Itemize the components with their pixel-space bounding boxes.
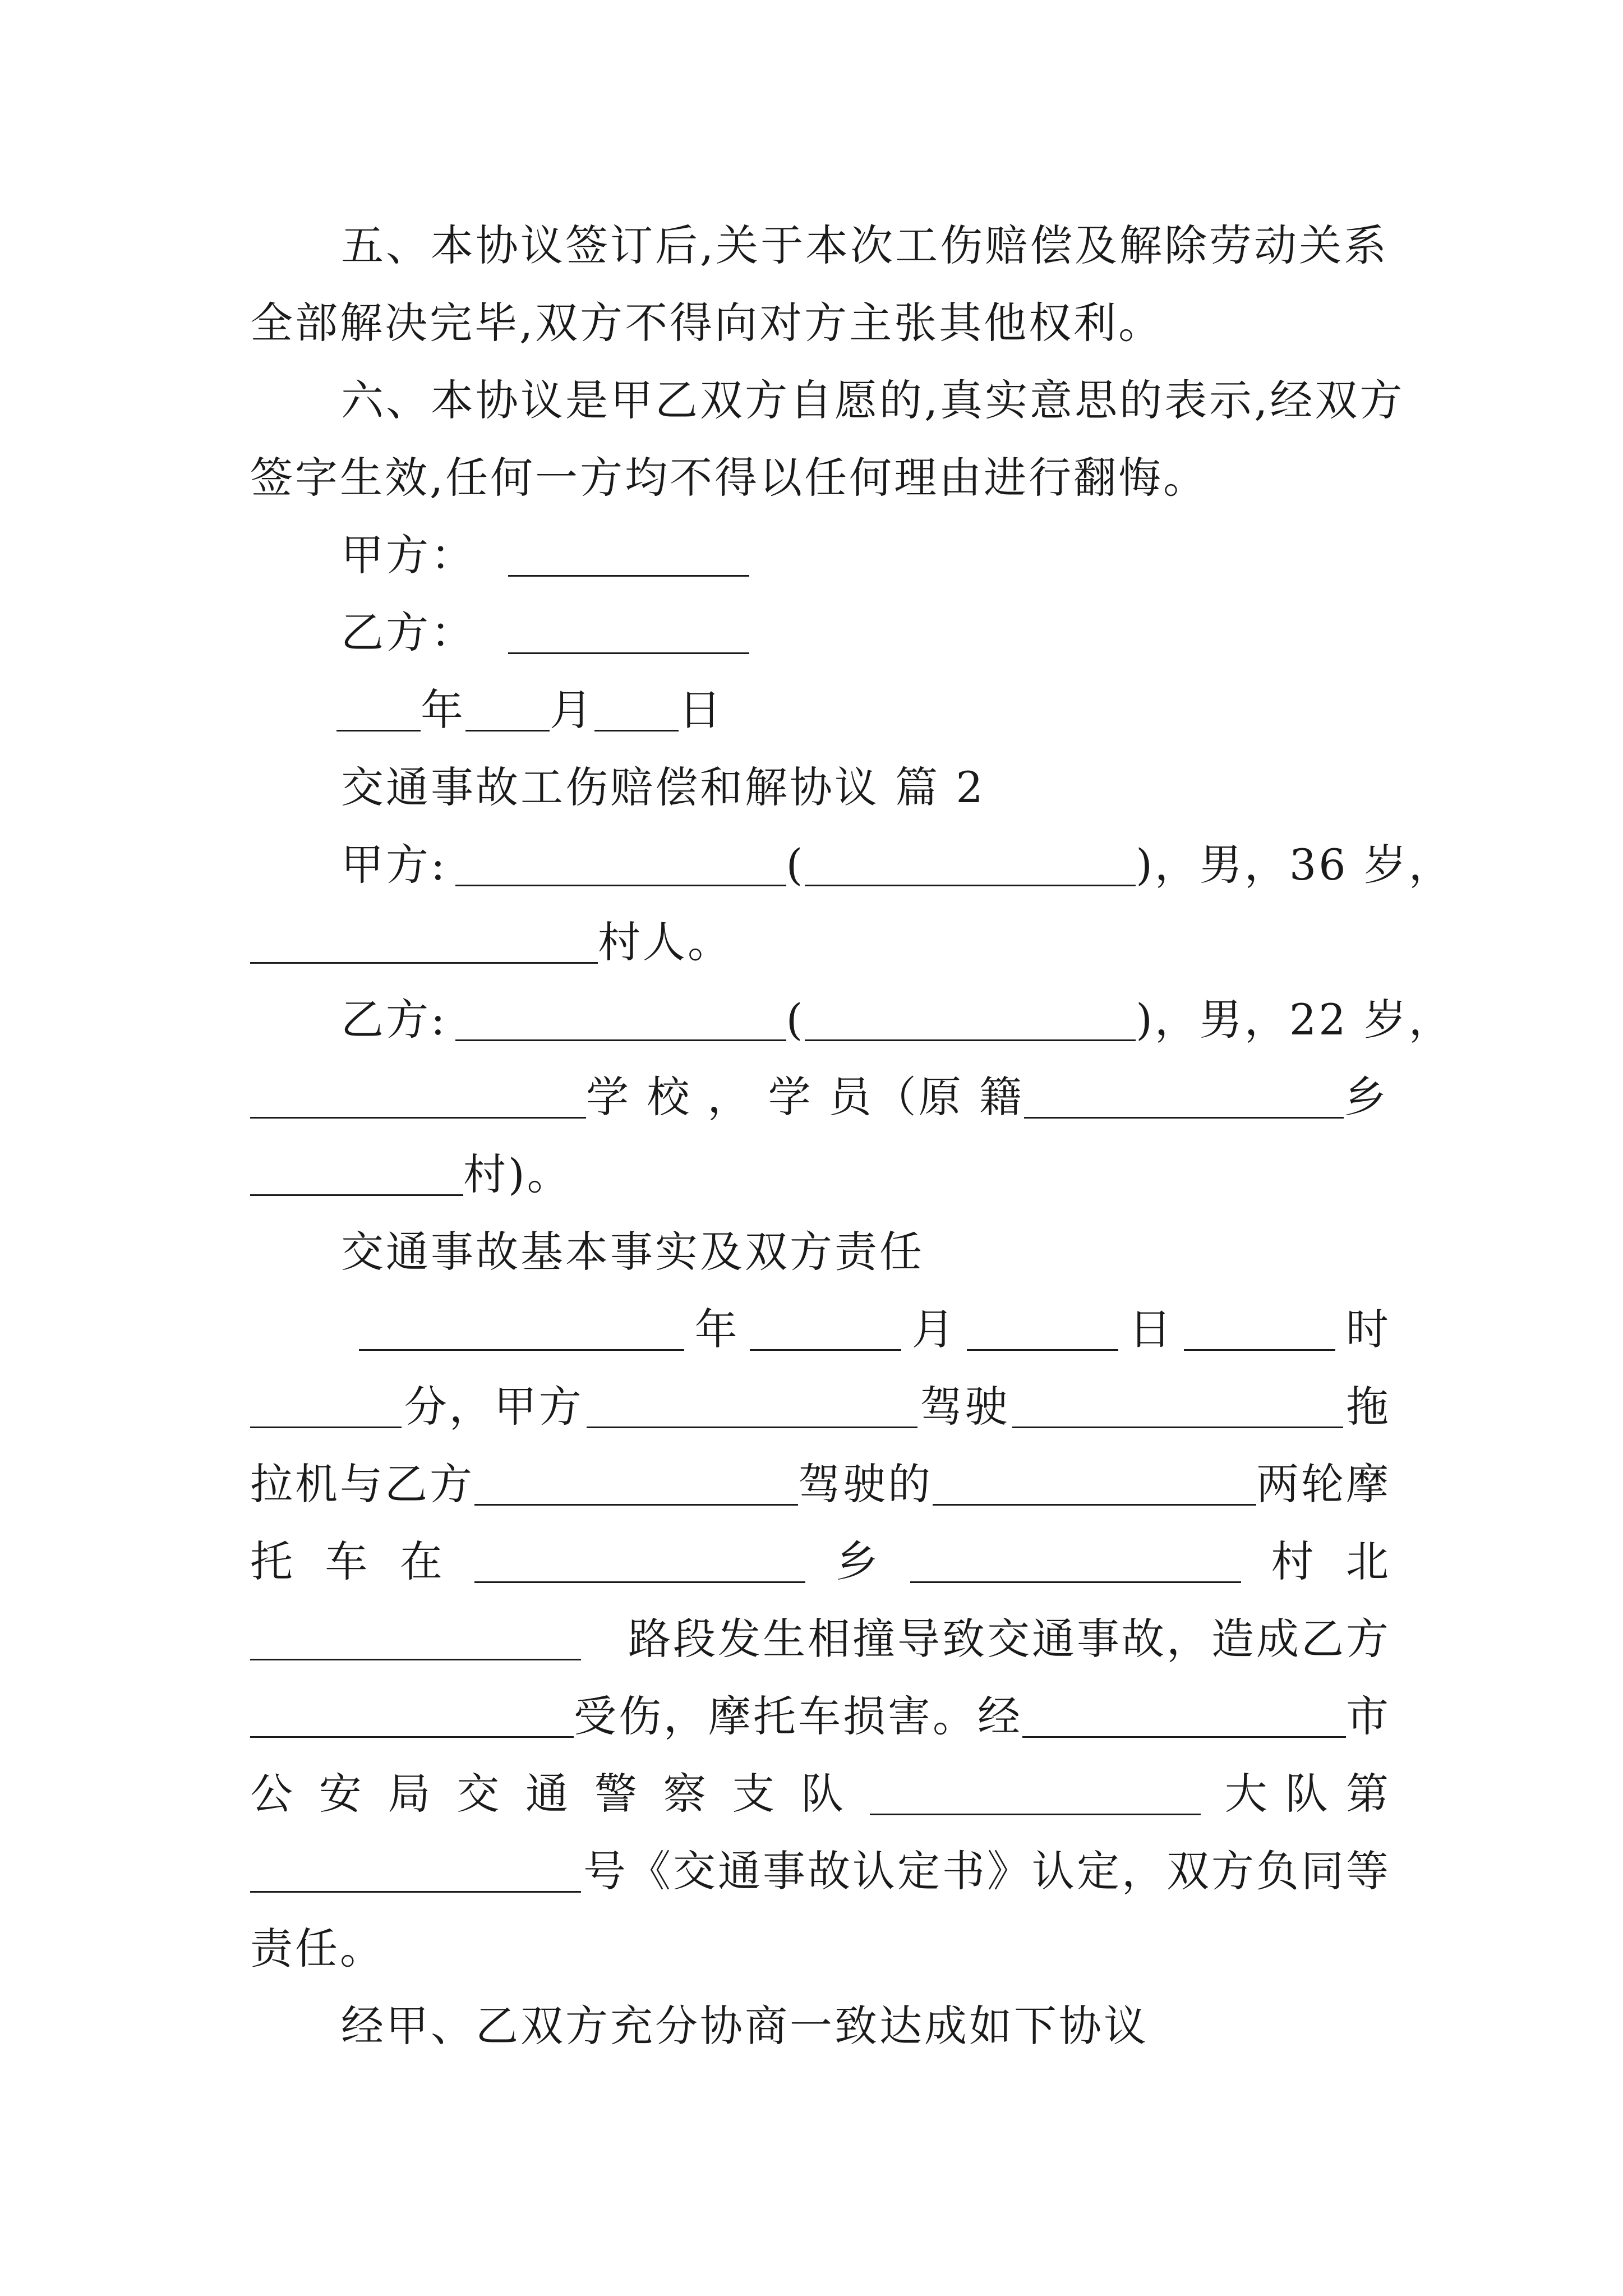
accident-year-label: 年 [694,1304,740,1354]
tractor-and-b: 拉机与乙方 [250,1459,474,1509]
signature-party-b [341,608,749,657]
police-char-2: 安 [319,1769,364,1819]
party-b-name-blank [455,1002,786,1041]
zai-char: 在 [399,1536,445,1586]
injury-blank [250,1699,574,1738]
party-a-driver-blank [587,1389,917,1428]
month-label: 月 [550,685,594,735]
day-label: 日 [679,685,723,735]
agreement-line: 经甲、乙双方充分协商一致达成如下协议 [341,2001,1149,2051]
dadui-text: 大 队 第 [1224,1769,1391,1819]
party-b-line [341,995,1454,1045]
section-title: 交通事故工伤赔偿和解协议 篇 2 [341,762,985,812]
location-town-blank [474,1544,805,1583]
injury-text: 受伤，摩托车损害。经 [574,1691,1022,1741]
police-char-8: 支 [732,1769,777,1819]
signature-date [336,685,723,735]
cun-char: 村 [1271,1536,1316,1586]
month-blank [465,693,550,731]
drive-label-2: 驾驶的 [798,1459,933,1509]
accident-month-blank [750,1312,901,1351]
party-b-village-line [250,1149,572,1199]
police-char-1: 公 [250,1769,295,1819]
police-line [250,1769,1391,1819]
school-blank [250,1080,586,1119]
facts-heading: 交通事故基本事实及双方责任 [341,1227,924,1277]
police-char-4: 交 [457,1769,502,1819]
police-squad-blank [870,1777,1201,1815]
party-a-label: 甲方: [341,840,448,890]
certificate-number-blank [250,1854,581,1893]
tractor-blank [1012,1389,1343,1428]
location-village-blank [910,1544,1241,1583]
shi-char: 市 [1346,1691,1391,1741]
responsibility-line: 责任。 [250,1924,385,1973]
open-paren-b: ( [786,995,805,1045]
accident-year-blank [359,1312,684,1351]
drive-label-1: 驾驶 [920,1382,1010,1432]
police-char-6: 警 [594,1769,639,1819]
police-char-7: 察 [663,1769,708,1819]
signature-party-a [341,530,749,580]
driver-a-line [250,1382,1391,1432]
party-b-school: 学 校 ， 学 员（原 籍 [586,1072,1024,1122]
certificate-text: 号《交通事故认定书》认定，双方负同等 [583,1846,1391,1896]
bei-char: 北 [1345,1536,1391,1586]
accident-hour-blank [1184,1312,1335,1351]
road-section-blank [250,1622,581,1660]
day-blank [594,693,679,731]
origin-village-blank [250,1157,463,1196]
certificate-line [250,1846,1391,1896]
party-b-info: )，男，22 岁， [1136,995,1454,1045]
party-a-sign-label: 甲方： [341,530,476,580]
party-a-village-line [250,917,732,967]
party-b-driver-blank [474,1467,798,1506]
party-a-village-blank [250,925,598,964]
xiang-label: 乡 [1344,1072,1389,1122]
xiang2-char: 乡 [835,1536,880,1586]
police-char-9: 队 [801,1769,846,1819]
accident-hour-label: 时 [1345,1304,1391,1354]
police-char-3: 局 [388,1769,433,1819]
location-line [250,1536,1391,1586]
driver-b-line [250,1459,1391,1509]
open-paren: ( [786,840,805,890]
injury-line [250,1691,1391,1741]
clause-6-line-1: 六、本协议是甲乙双方自愿的,真实意思的表示,经双方 [341,375,1405,425]
year-label: 年 [421,685,465,735]
party-a-id-blank [805,848,1136,886]
party-a-signature-blank [508,538,749,577]
road-section-line [250,1614,1391,1664]
party-a-line [341,840,1454,890]
road-section-text: 路段发生相撞导致交通事故，造成乙方 [628,1614,1391,1664]
tuo2-char: 托 [250,1536,295,1586]
party-a-name-blank [455,848,786,886]
minute-party-a: 分，甲方 [404,1382,584,1432]
party-a-info: )，男，36 岁， [1136,840,1454,890]
police-char-5: 通 [525,1769,571,1819]
clause-5-line-1: 五、本协议签订后,关于本次工伤赔偿及解除劳动关系 [341,220,1389,270]
party-b-signature-blank [508,615,749,654]
accident-day-blank [967,1312,1118,1351]
party-b-label: 乙方: [341,995,448,1045]
clause-6-line-2: 签字生效,任何一方均不得以任何理由进行翻悔。 [250,453,1209,503]
party-b-village: 村)。 [463,1149,572,1199]
year-blank [336,693,421,731]
party-b-id-blank [805,1002,1136,1041]
accident-day-label: 日 [1128,1304,1174,1354]
origin-town-blank [1024,1080,1344,1119]
motorcycle-blank [933,1467,1256,1506]
party-b-school-line [250,1072,1389,1122]
accident-month-label: 月 [911,1304,957,1354]
clause-5-line-2: 全部解决完毕,双方不得向对方主张其他权利。 [250,298,1164,348]
che-char: 车 [325,1536,370,1586]
accident-minute-blank [250,1389,402,1428]
motorcycle-label: 两轮摩 [1256,1459,1391,1509]
accident-time-line [359,1304,1391,1354]
tuo-char: 拖 [1345,1382,1391,1432]
party-b-sign-label: 乙方： [341,608,476,657]
city-blank [1022,1699,1346,1738]
party-a-village: 村人。 [598,917,732,967]
